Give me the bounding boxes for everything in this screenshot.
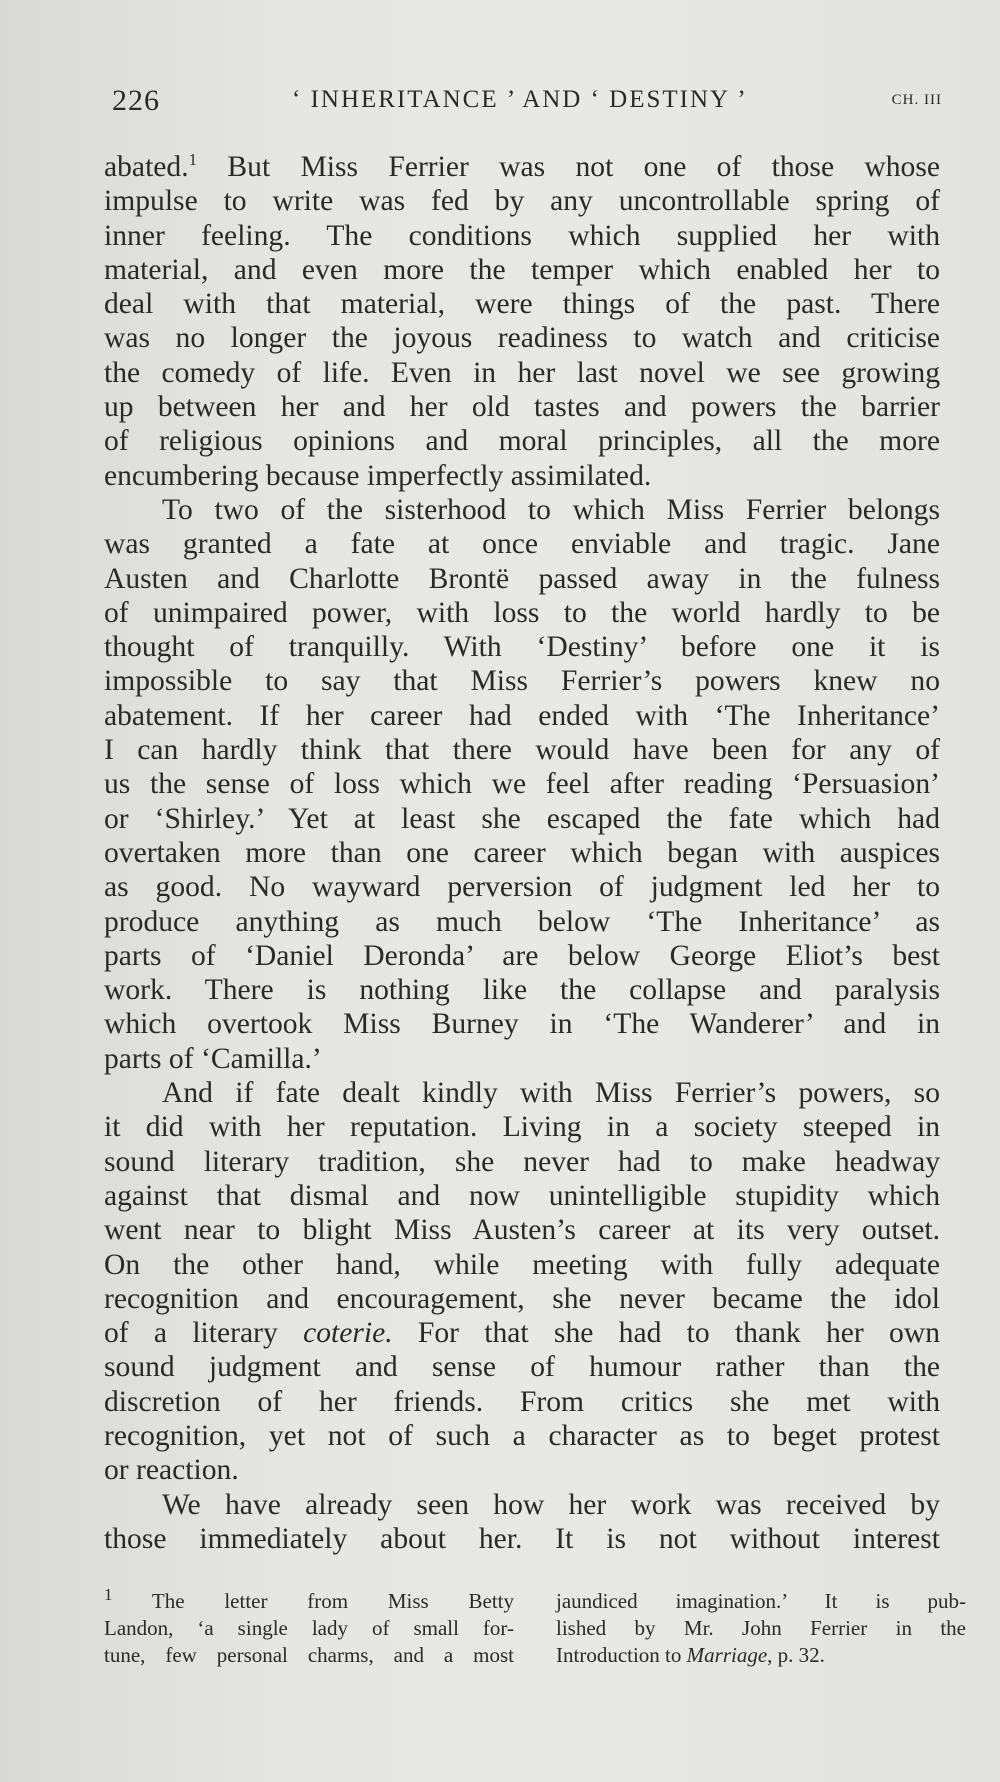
paragraph-4 <box>104 1488 940 1557</box>
running-title: ‘ INHERITANCE ’ AND ‘ DESTINY ’ <box>292 86 748 113</box>
text-line: work. There is nothing like the collapse and paralysis <box>104 974 940 1007</box>
text-line: abated.$^1$ But Miss Ferrier was not one of those whose <box>104 150 940 183</box>
footnote-line: $^1$ The letter from Miss Betty <box>104 1585 514 1613</box>
paragraph-1 <box>104 150 940 493</box>
text-line: which overtook Miss Burney in ‘The Wanderer’ and in <box>104 1008 940 1041</box>
text-line: against that dismal and now unintelligible stupidity which <box>104 1179 940 1212</box>
text-line: went near to blight Miss Austen’s career at its very outset. <box>104 1214 940 1247</box>
footnote-line: lished by Mr. John Ferrier in the <box>556 1616 966 1640</box>
text-line: produce anything as much below ‘The Inheritance’ as <box>104 905 940 938</box>
page-number: 226 <box>112 84 160 117</box>
text-line: the comedy of life. Even in her last novel we see growing <box>104 356 940 389</box>
footnote-line: jaundiced imagination.’ It is pub- <box>556 1589 966 1613</box>
text-line: of religious opinions and moral principles, all the more <box>104 425 940 458</box>
text-line: it did with her reputation. Living in a society steeped in <box>104 1111 940 1144</box>
footnote-line: Landon, ‘a single lady of small for- <box>104 1616 514 1640</box>
body-text <box>104 150 940 1556</box>
text-line: as good. No wayward perversion of judgment led her to <box>104 871 940 904</box>
text-line: impulse to write was fed by any uncontrollable spring of <box>104 185 940 218</box>
text-line: abatement. If her career had ended with ‘The Inheritance’ <box>104 699 940 732</box>
text-line: up between her and her old tastes and powers the barrier <box>104 391 940 424</box>
text-line: of unimpaired power, with loss to the world hardly to be <box>104 596 940 629</box>
text-line: was no longer the joyous readiness to watch and criticise <box>104 322 940 355</box>
text-line: or reaction. <box>104 1454 239 1487</box>
text-line: parts of ‘Camilla.’ <box>104 1042 322 1075</box>
footnote-number: 1 <box>104 1585 113 1604</box>
text-line: sound judgment and sense of humour rather than the <box>104 1351 940 1384</box>
text-line: recognition and encouragement, she never became the idol <box>104 1282 940 1315</box>
footnote-line: Introduction to Marriage, p. 32. <box>556 1643 825 1667</box>
text-line: We have already seen how her work was received by <box>162 1488 940 1521</box>
text-line: material, and even more the temper which enabled her to <box>104 253 940 286</box>
footnote-line: tune, few personal charms, and a most <box>104 1643 514 1667</box>
text-line: deal with that material, were things of the past. There <box>104 288 940 321</box>
text-line: us the sense of loss which we feel after reading ‘Persuasion’ <box>104 768 940 801</box>
text-line: To two of the sisterhood to which Miss Ferrier belongs <box>162 493 940 526</box>
text-line: was granted a fate at once enviable and tragic. Jane <box>104 528 940 561</box>
text-line: I can hardly think that there would have been for any of <box>104 734 940 767</box>
paragraph-2 <box>104 493 940 1076</box>
text-line: recognition, yet not of such a character as to beget protest <box>104 1419 940 1452</box>
italic-title: Marriage <box>686 1643 768 1667</box>
footnote-left-column <box>104 1585 514 1669</box>
chapter-label: CH. III <box>891 92 942 108</box>
text-line: overtaken more than one career which began with auspices <box>104 836 940 869</box>
text-line: impossible to say that Miss Ferrier’s powers knew no <box>104 665 940 698</box>
footnote-right-column <box>556 1588 966 1669</box>
text-line: of a literary coterie. For that she had to thank her own <box>104 1317 940 1350</box>
text-line: thought of tranquilly. With ‘Destiny’ before one it is <box>104 631 940 664</box>
text-line: inner feeling. The conditions which supplied her with <box>104 219 940 252</box>
text-line: Austen and Charlotte Brontë passed away in the fulness <box>104 562 940 595</box>
text-line: discretion of her friends. From critics she met with <box>104 1385 940 1418</box>
italic-word: coterie. <box>303 1317 393 1350</box>
page-header <box>112 84 942 124</box>
text-line: or ‘Shirley.’ Yet at least she escaped the fate which had <box>104 802 940 835</box>
text-line: On the other hand, while meeting with fully adequate <box>104 1248 940 1281</box>
paragraph-3 <box>104 1076 940 1488</box>
text-line: And if fate dealt kindly with Miss Ferrier’s powers, so <box>162 1077 940 1110</box>
text-line: encumbering because imperfectly assimilated. <box>104 459 652 492</box>
text-line: those immediately about her. It is not without interest <box>104 1522 940 1555</box>
footnote-marker: 1 <box>188 150 198 170</box>
text-line: parts of ‘Daniel Deronda’ are below George Eliot’s best <box>104 939 940 972</box>
text-line: sound literary tradition, she never had to make headway <box>104 1145 940 1178</box>
